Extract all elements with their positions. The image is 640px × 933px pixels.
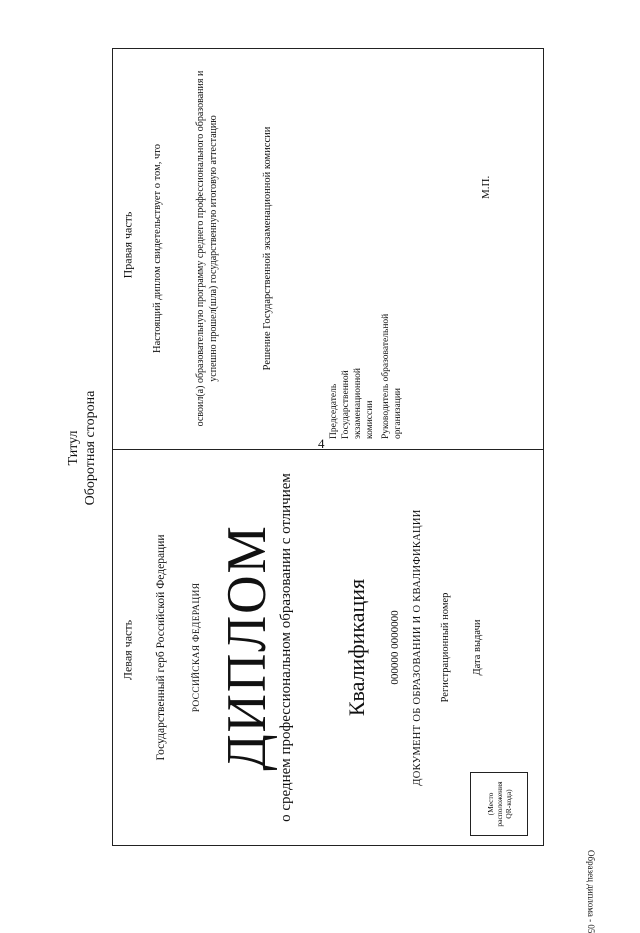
- qualification-label: Квалификация: [344, 578, 369, 717]
- chairman-text: Председатель Государственной экзаменационной комиссии: [329, 368, 375, 439]
- head-text: Руководитель образовательной организации: [381, 313, 403, 439]
- certify-text: Настоящий диплом свидетельствует о том, что: [152, 144, 163, 353]
- doc-title: ДИПЛОМ: [216, 524, 278, 771]
- qr-code-placeholder: (Место расположения QR-кода): [470, 772, 528, 836]
- issue-date-label: Дата выдачи: [472, 619, 483, 676]
- page-header: [65, 358, 99, 538]
- right-part-label: Правая часть: [120, 211, 135, 279]
- footer-note: Образец диплома - 05: [586, 850, 596, 933]
- left-part: [112, 449, 544, 846]
- left-part-label: Левая часть: [120, 619, 135, 681]
- seal-mark: М.П.: [480, 175, 492, 199]
- header-title: Титул: [66, 430, 81, 466]
- right-part: [112, 48, 544, 449]
- doc-type: ДОКУМЕНТ ОБ ОБРАЗОВАНИИ И О КВАЛИФИКАЦИИ: [412, 509, 423, 786]
- reg-number-label: Регистрационный номер: [440, 592, 451, 703]
- doc-subtitle: о среднем профессиональном образовании с отличием: [278, 473, 294, 822]
- header-subtitle: Оборотная сторона: [83, 390, 98, 506]
- mastered-text: освоил(а) образовательную программу среднего профессионального образования и успешно прошел(шла) государственную итоговую аттестацию: [195, 70, 219, 427]
- decision-text: Решение Государственной экзаменационной комиссии: [262, 126, 273, 371]
- serial-number: 000000 0000000: [389, 610, 401, 685]
- country-name: РОССИЙСКАЯ ФЕДЕРАЦИЯ: [192, 582, 202, 713]
- coat-of-arms-text: Государственный герб Российской Федерации: [155, 534, 167, 761]
- page-number: 4: [318, 436, 325, 451]
